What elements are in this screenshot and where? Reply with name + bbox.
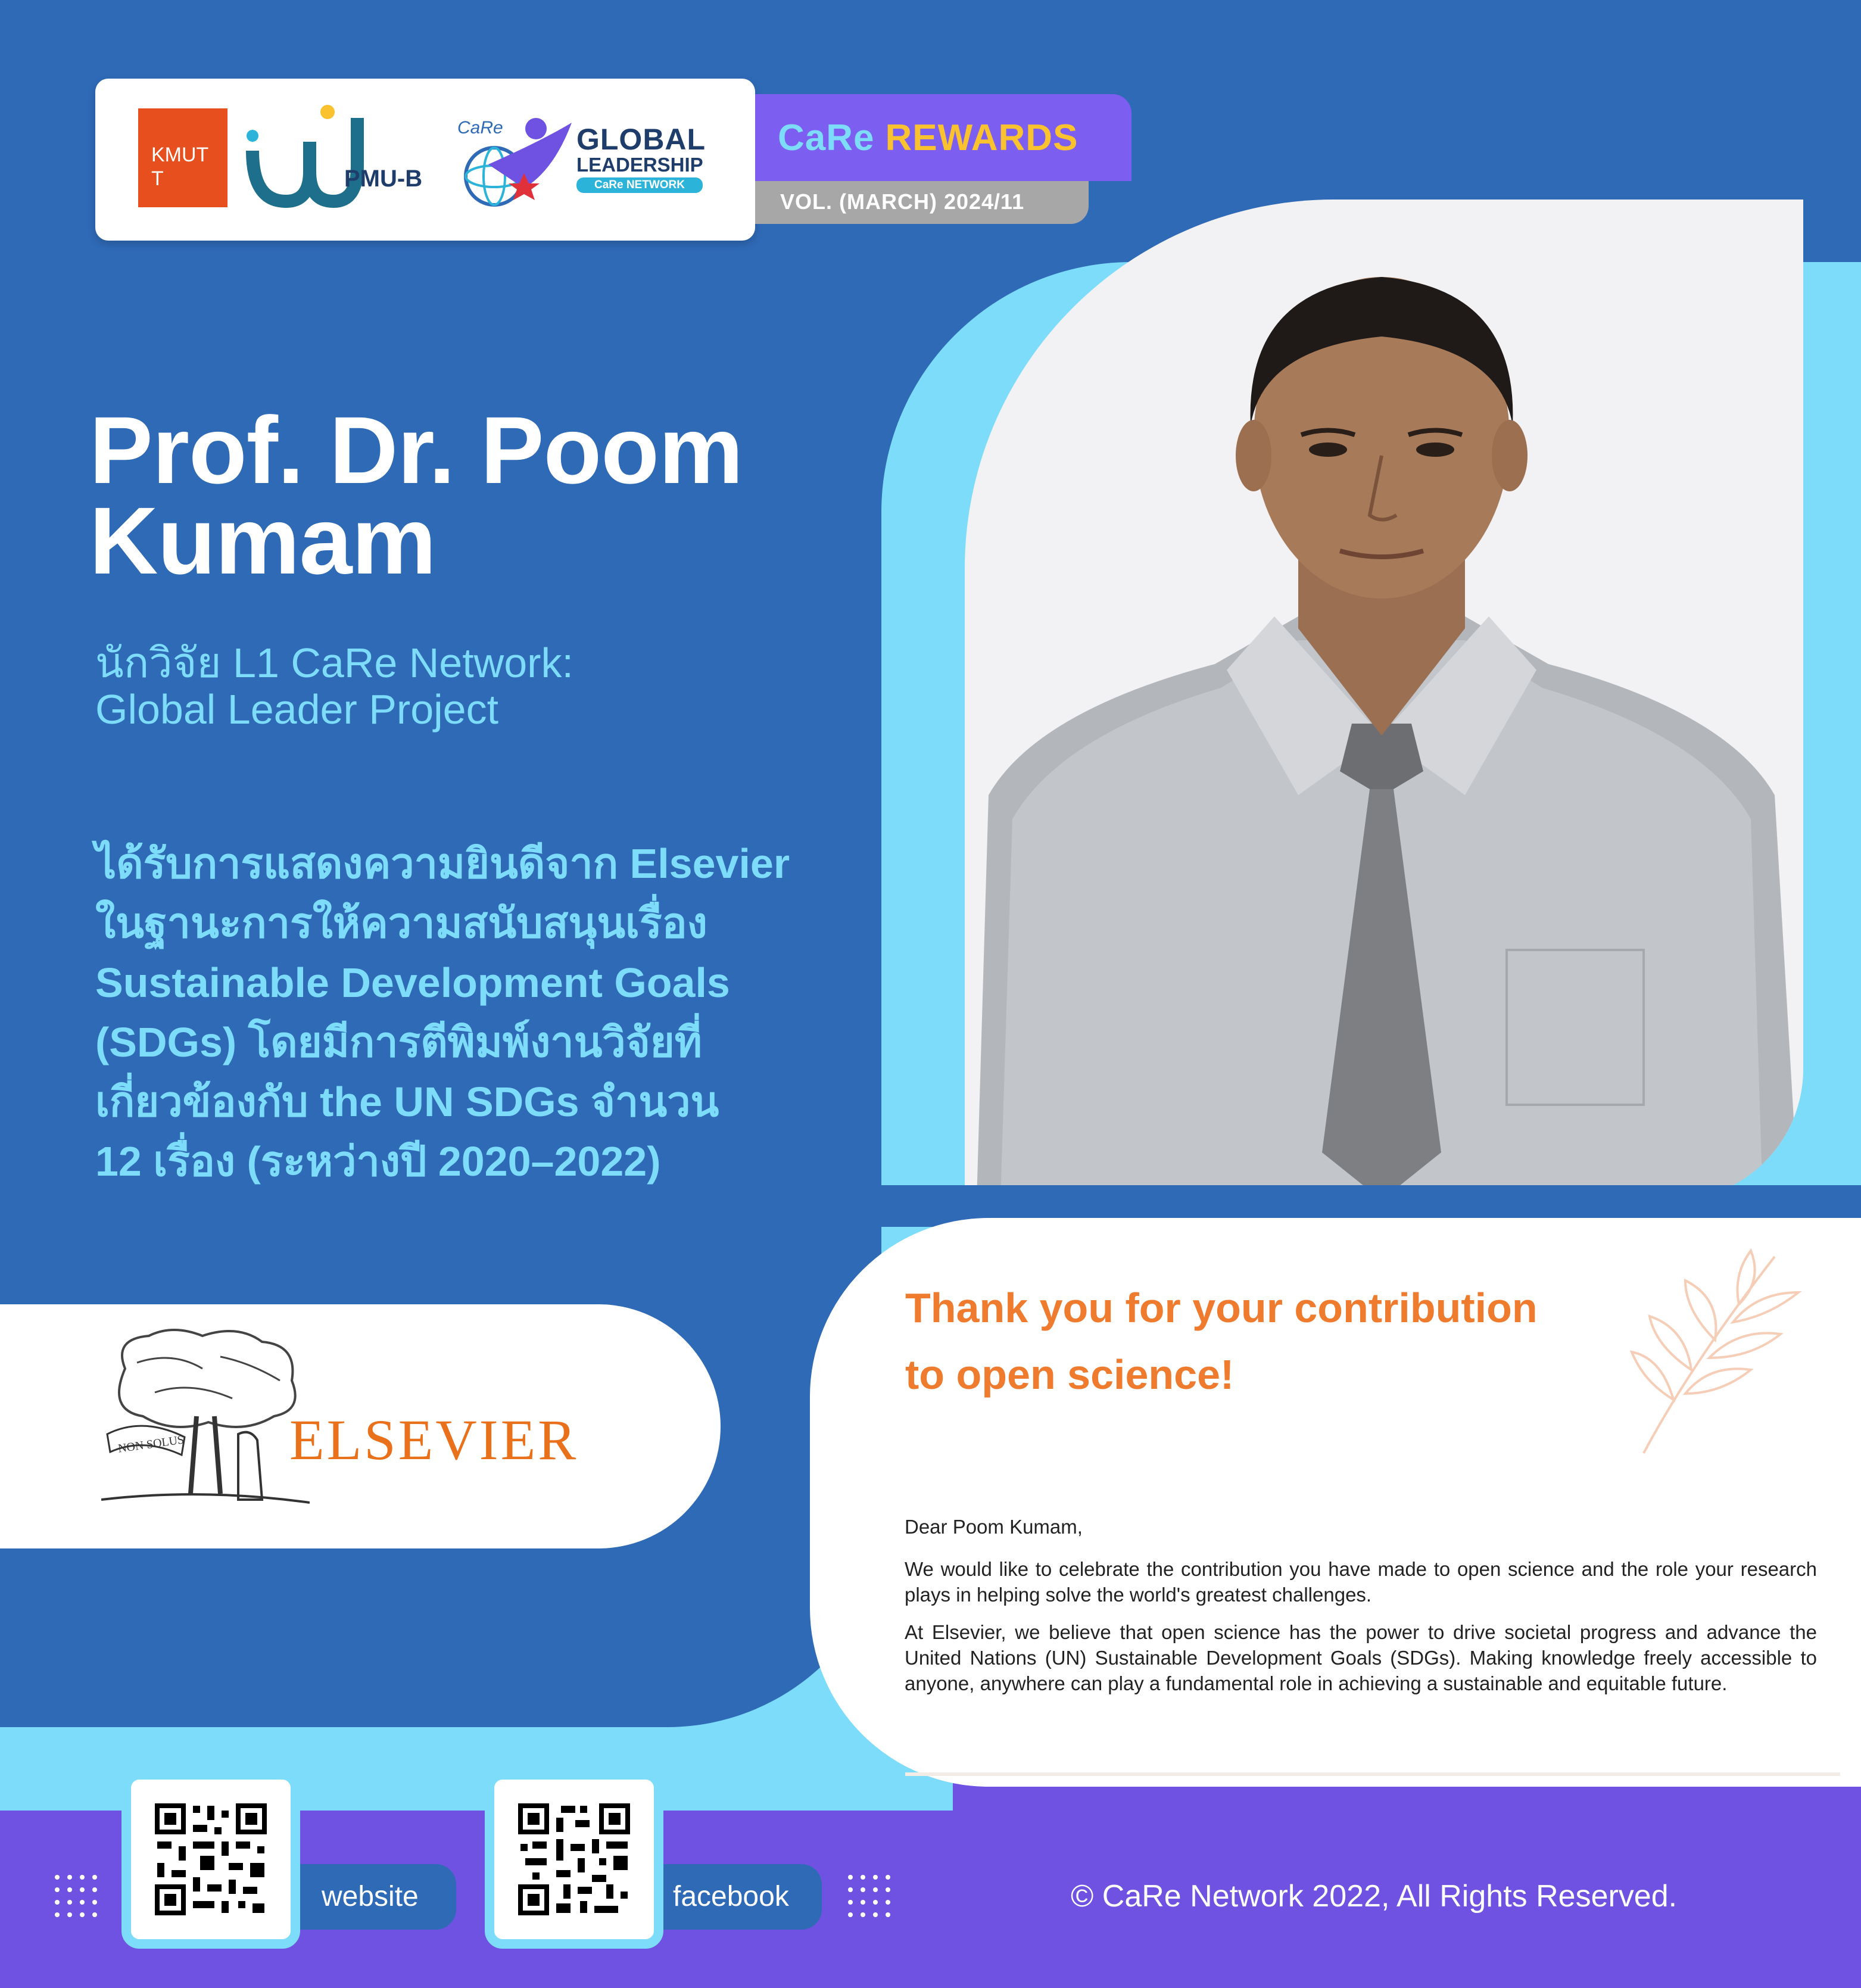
- description-line: (SDGs) โดยมีการตีพิมพ์งานวิจัยที่: [95, 1019, 702, 1065]
- letter-paragraph-2: At Elsevier, we believe that open science has the power to drive societal progress and advance the United Nations (UN) Sustainable Development Goals (SDGs). Making knowledge freely accessible to anyone, anywhere can play a fundamental role in achieving a sustainable and equitable future.: [905, 1621, 1817, 1694]
- portrait-photo: [965, 200, 1803, 1200]
- website-link[interactable]: website: [262, 1864, 456, 1930]
- letter-title-line2: to open science!: [905, 1351, 1235, 1398]
- rewards-title: [778, 117, 1078, 159]
- facebook-link[interactable]: facebook: [625, 1864, 822, 1930]
- dots-decoration-icon: [52, 1872, 100, 1920]
- facebook-qr-code[interactable]: [485, 1770, 663, 1949]
- letter-body: [905, 1514, 1817, 1708]
- pmub-logo-icon: [244, 100, 423, 213]
- letter-greeting: Dear Poom Kumam,: [905, 1516, 1083, 1538]
- dots-decoration-icon: [846, 1872, 893, 1920]
- profile-name: [89, 397, 864, 594]
- care-logo-text: CaRe: [457, 118, 503, 138]
- rewards-care-word: CaRe: [778, 117, 875, 158]
- website-qr-code[interactable]: [121, 1770, 300, 1949]
- profile-role-line1: นักวิจัย L1 CaRe Network:: [95, 640, 573, 686]
- letter-paragraph-1: We would like to celebrate the contribution you have made to open science and the role your research plays in helping solve the world's greatest challenges.: [905, 1558, 1817, 1606]
- care-network-badge: CaRe NETWORK: [576, 177, 703, 193]
- description-line: ได้รับการแสดงความยินดีจาก Elsevier: [95, 840, 790, 887]
- letter-title-line1: Thank you for your contribution: [905, 1285, 1538, 1331]
- letter-title: [905, 1275, 1679, 1408]
- qr-code-icon: [155, 1803, 267, 1915]
- description-line: 12 เรื่อง (ระหว่างปี 2020–2022): [95, 1138, 661, 1185]
- portrait-illustration: [965, 200, 1803, 1200]
- profile-name-line1: Prof. Dr. Poom: [89, 397, 743, 503]
- profile-description: [95, 834, 875, 1191]
- qr-code-icon: [518, 1803, 630, 1915]
- elsevier-tree-icon: [101, 1327, 310, 1518]
- copyright-text: © CaRe Network 2022, All Rights Reserved.: [1071, 1879, 1678, 1914]
- description-line: ในฐานะการให้ความสนับสนุนเรื่อง: [95, 900, 707, 946]
- profile-role: [95, 640, 869, 733]
- description-line: Sustainable Development Goals: [95, 959, 730, 1006]
- pmub-logo-text: PMU-B: [344, 166, 423, 192]
- elsevier-wordmark: ELSEVIER: [289, 1408, 579, 1472]
- description-line: เกี่ยวข้องกับ the UN SDGs จำนวน: [95, 1079, 719, 1125]
- elsevier-motto: NON SOLUS: [117, 1433, 185, 1456]
- kmutt-logo: [138, 108, 227, 207]
- global-logo-text: GLOBAL: [576, 123, 706, 156]
- profile-role-line2: Global Leader Project: [95, 686, 499, 733]
- rewards-word: REWARDS: [885, 117, 1078, 158]
- profile-name-line2: Kumam: [89, 487, 436, 594]
- volume-text: VOL. (MARCH) 2024/11: [780, 189, 1025, 214]
- leadership-logo-text: LEADERSHIP: [576, 154, 703, 176]
- letter-bottom-rule: [905, 1772, 1840, 1776]
- kmutt-logo-text: KMUTT: [151, 144, 209, 190]
